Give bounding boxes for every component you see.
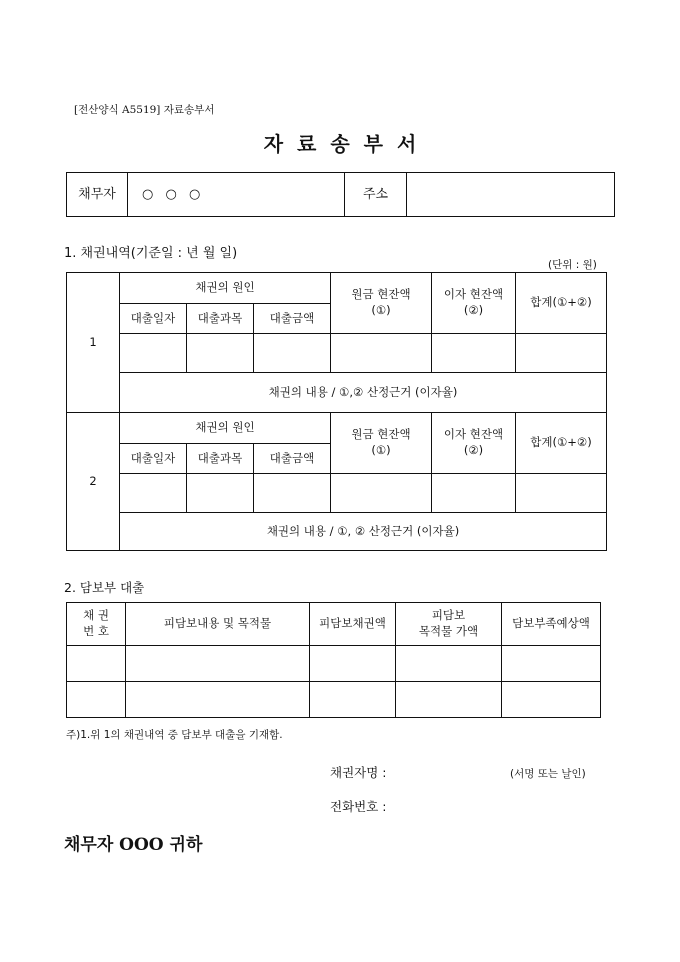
principal-balance-cell[interactable]	[331, 334, 432, 373]
signature-hint: (서명 또는 날인)	[510, 768, 586, 780]
loan-amount-header: 대출금액	[254, 444, 331, 474]
secured-amount-cell[interactable]	[310, 646, 396, 682]
claim-no-cell[interactable]	[67, 682, 126, 718]
loan-amount-cell[interactable]	[254, 474, 331, 513]
addressee: 채무자 OOO 귀하	[64, 835, 203, 855]
debtor-address-label: 주소	[345, 173, 407, 217]
claim-no-header	[67, 603, 126, 646]
section1-title: 1. 채권내역(기준일 : 년 월 일)	[64, 246, 238, 261]
total-header: 합계(①+②)	[516, 273, 607, 334]
collateral-value-label-2: 목적물 가액	[418, 624, 479, 638]
expected-shortfall-cell[interactable]	[502, 682, 601, 718]
expected-shortfall-cell[interactable]	[502, 646, 601, 682]
claim-cause-header: 채권의 원인	[120, 413, 331, 444]
total-header: 합계(①+②)	[516, 413, 607, 474]
footnote: 주)1.위 1의 채권내역 중 담보부 대출을 기재함.	[66, 729, 283, 741]
unit-label: (단위 : 원)	[548, 259, 597, 271]
total-cell[interactable]	[516, 474, 607, 513]
principal-balance-header	[331, 273, 432, 334]
loan-amount-cell[interactable]	[254, 334, 331, 373]
claim-no-cell[interactable]	[67, 646, 126, 682]
loan-date-header: 대출일자	[120, 444, 187, 474]
principal-balance-cell[interactable]	[331, 474, 432, 513]
loan-date-cell[interactable]	[120, 474, 187, 513]
principal-balance-header	[331, 413, 432, 474]
claim-number: 2	[67, 413, 120, 551]
interest-balance-cell[interactable]	[432, 334, 516, 373]
collateral-value-header	[396, 603, 502, 646]
debtor-name-value[interactable]: ○ ○ ○	[128, 173, 345, 217]
collateral-desc-cell[interactable]	[126, 646, 310, 682]
phone-label: 전화번호 :	[330, 799, 387, 814]
collateral-value-label-1: 피담보	[431, 608, 466, 623]
document-title: 자료송부서	[263, 132, 431, 156]
debtor-name-label: 채무자	[67, 173, 128, 217]
creditor-name-label: 채권자명 :	[330, 765, 387, 780]
loan-date-cell[interactable]	[120, 334, 187, 373]
claim-no-label-1: 채 권	[83, 608, 109, 623]
form-code: [전산양식 A5519] 자료송부서	[74, 104, 215, 116]
collateral-loan-table	[66, 602, 601, 718]
principal-balance-label: 원금 현잔액	[351, 287, 411, 302]
interest-balance-header	[432, 413, 516, 474]
interest-balance-cell[interactable]	[432, 474, 516, 513]
loan-type-cell[interactable]	[187, 474, 254, 513]
claim-basis-note: 채권의 내용 / ①,② 산정근거 (이자율)	[120, 373, 607, 413]
collateral-desc-header: 피담보내용 및 목적물	[126, 603, 310, 646]
claim-basis-note: 채권의 내용 / ①, ② 산정근거 (이자율)	[120, 513, 607, 551]
loan-type-header: 대출과목	[187, 304, 254, 334]
collateral-value-cell[interactable]	[396, 682, 502, 718]
interest-balance-mark: (②)	[463, 303, 484, 317]
debtor-address-value[interactable]	[407, 173, 615, 217]
expected-shortfall-header: 담보부족예상액	[502, 603, 601, 646]
collateral-desc-cell[interactable]	[126, 682, 310, 718]
claims-table	[66, 272, 607, 551]
claim-number: 1	[67, 273, 120, 413]
interest-balance-label: 이자 현잔액	[443, 287, 504, 302]
loan-date-header: 대출일자	[120, 304, 187, 334]
loan-type-cell[interactable]	[187, 334, 254, 373]
interest-balance-label: 이자 현잔액	[443, 427, 504, 442]
secured-amount-cell[interactable]	[310, 682, 396, 718]
principal-balance-label: 원금 현잔액	[351, 427, 411, 442]
secured-amount-header: 피담보채권액	[310, 603, 396, 646]
loan-type-header: 대출과목	[187, 444, 254, 474]
section2-title: 2. 담보부 대출	[64, 580, 145, 595]
total-cell[interactable]	[516, 334, 607, 373]
principal-balance-mark: (①)	[371, 443, 391, 457]
collateral-value-cell[interactable]	[396, 646, 502, 682]
interest-balance-mark: (②)	[463, 443, 484, 457]
claim-cause-header: 채권의 원인	[120, 273, 331, 304]
claim-no-label-2: 번 호	[83, 624, 109, 638]
loan-amount-header: 대출금액	[254, 304, 331, 334]
principal-balance-mark: (①)	[371, 303, 391, 317]
interest-balance-header	[432, 273, 516, 334]
debtor-info-table	[66, 172, 615, 217]
